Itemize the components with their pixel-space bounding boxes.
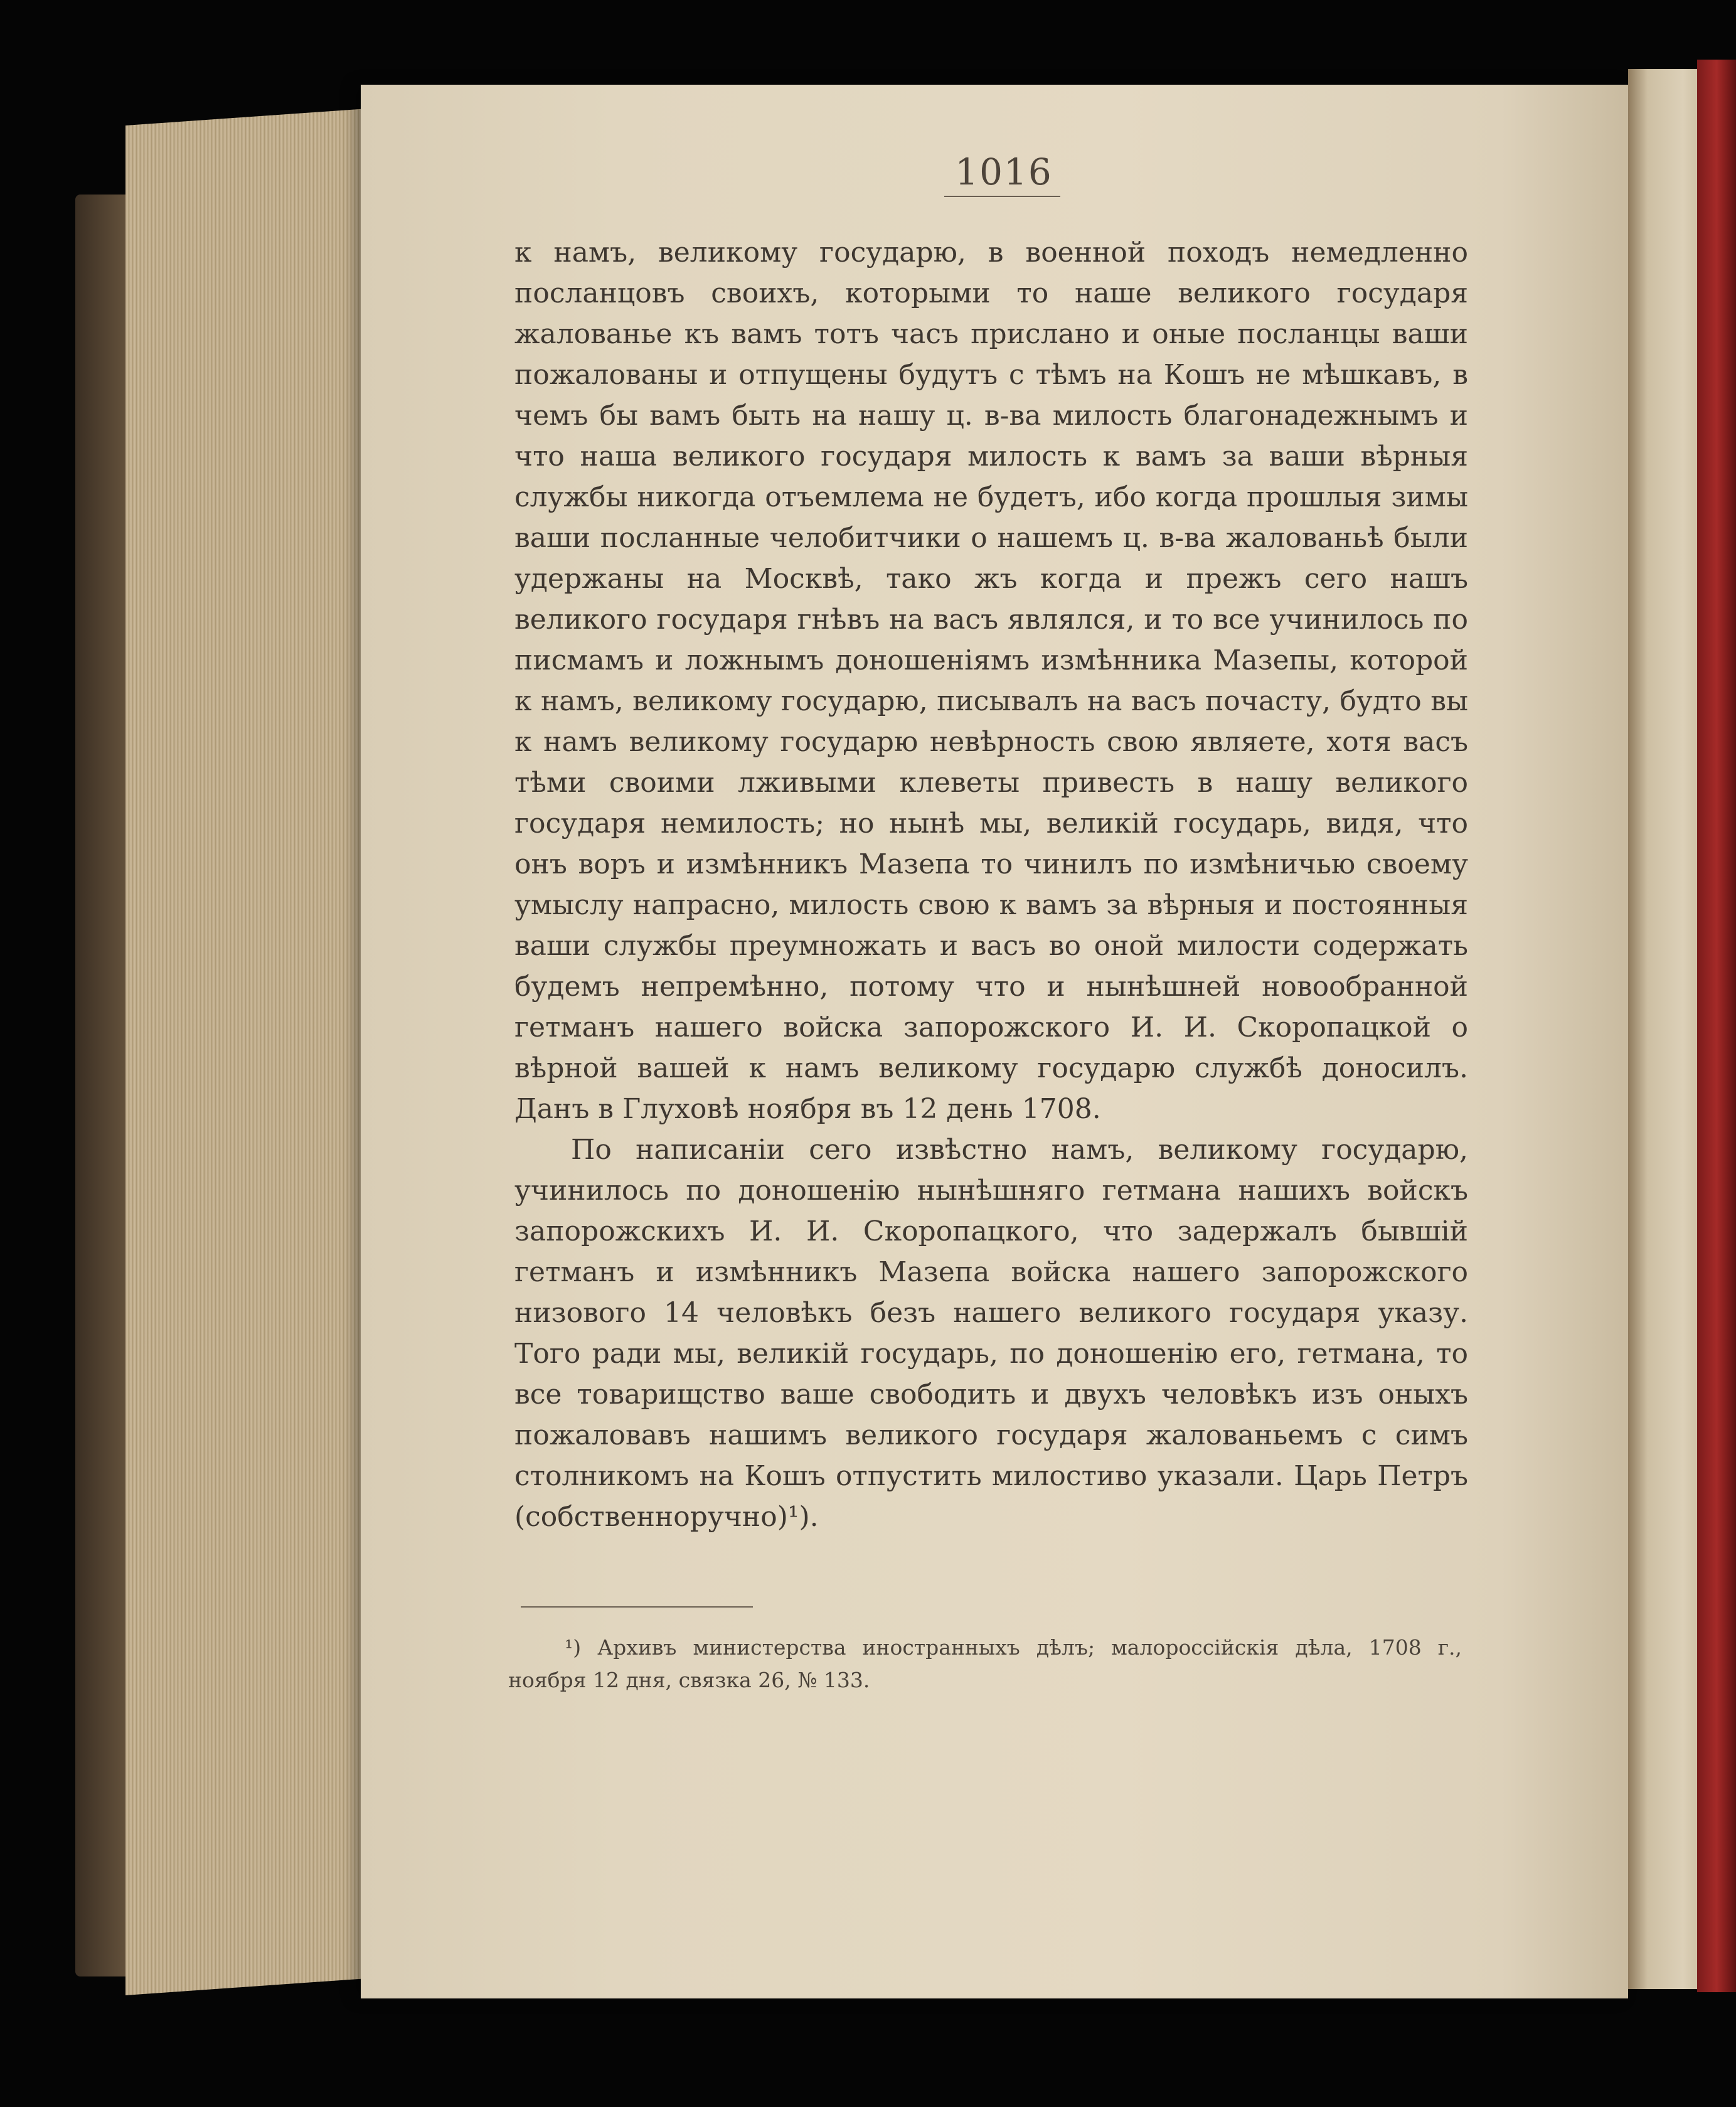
- page-number-rule: [944, 196, 1060, 197]
- paragraph-2: По написаніи сего извѣстно намъ, великому государю, учинилось по доношенію нынѣшняго гетмана нашихъ войскъ запорожскихъ И. И. Скоропацкого, что задержалъ бывшій гетманъ и измѣнникъ Мазепа войска нашего запорожского низового 14 человѣкъ безъ нашего великого государя указу. Того ради мы, великій государь, по доношенію его, гетмана, то все товарищство ваше свободить и двухъ человѣкъ изъ оныхъ пожаловавъ нашимъ великого государя жалованьемъ с симъ столникомъ на Кошъ отпустить милостиво указали. Царь Петръ (собственноручно)¹).: [514, 1134, 1468, 1533]
- right-cover: [1697, 60, 1736, 1992]
- paragraph-1: к намъ, великому государю, в военной походъ немедленно посланцовъ своихъ, которыми то наше великого государя жалованье къ вамъ тотъ часъ прислано и оные посланцы ваши пожалованы и отпущены будутъ с тѣмъ на Кошъ не мѣшкавъ, в чемъ бы вамъ быть на нашу ц. в-ва милость благонадежнымъ и что наша великого государя милость к вамъ за ваши вѣрныя службы никогда отъемлема не будетъ, ибо когда прошлыя зимы ваши посланные челобитчики о нашемъ ц. в-ва жалованьѣ были удержаны на Москвѣ, тако жъ когда и прежъ сего нашъ великого государя гнѣвъ на васъ являлся, и то все учинилось по писмамъ и ложнымъ доношеніямъ измѣнника Мазепы, которой к намъ, великому государю, писывалъ на васъ почасту, будто вы к намъ великому государю невѣрность свою являете, хотя васъ тѣми своими лживыми клеветы привесть в нашу великого государя немилость; но нынѣ мы, великій государь, видя, что онъ воръ и измѣнникъ Мазепа то чинилъ по измѣничью своему умыслу напрасно, милость свою к вамъ за вѣрныя и постоянныя ваши службы преумножать и васъ во оной милости содержать будемъ непремѣнно, потому что и нынѣшней новообранной гетманъ нашего войска запорожского И. И. Скоропацкой о вѣрной вашей к намъ великому государю службѣ доносилъ. Данъ в Глуховѣ ноября въ 12 день 1708.: [514, 237, 1468, 1125]
- right-page-edge: [1628, 69, 1707, 1989]
- body-text: [514, 232, 1468, 1537]
- footnote: ¹) Архивъ министерства иностранныхъ дѣлъ; малороссійскія дѣла, 1708 г., ноября 12 дня, связка 26, № 133.: [508, 1635, 1462, 1692]
- footnote-rule: [521, 1606, 753, 1608]
- page-number: 1016: [955, 151, 1053, 193]
- page-edges: [125, 107, 389, 1995]
